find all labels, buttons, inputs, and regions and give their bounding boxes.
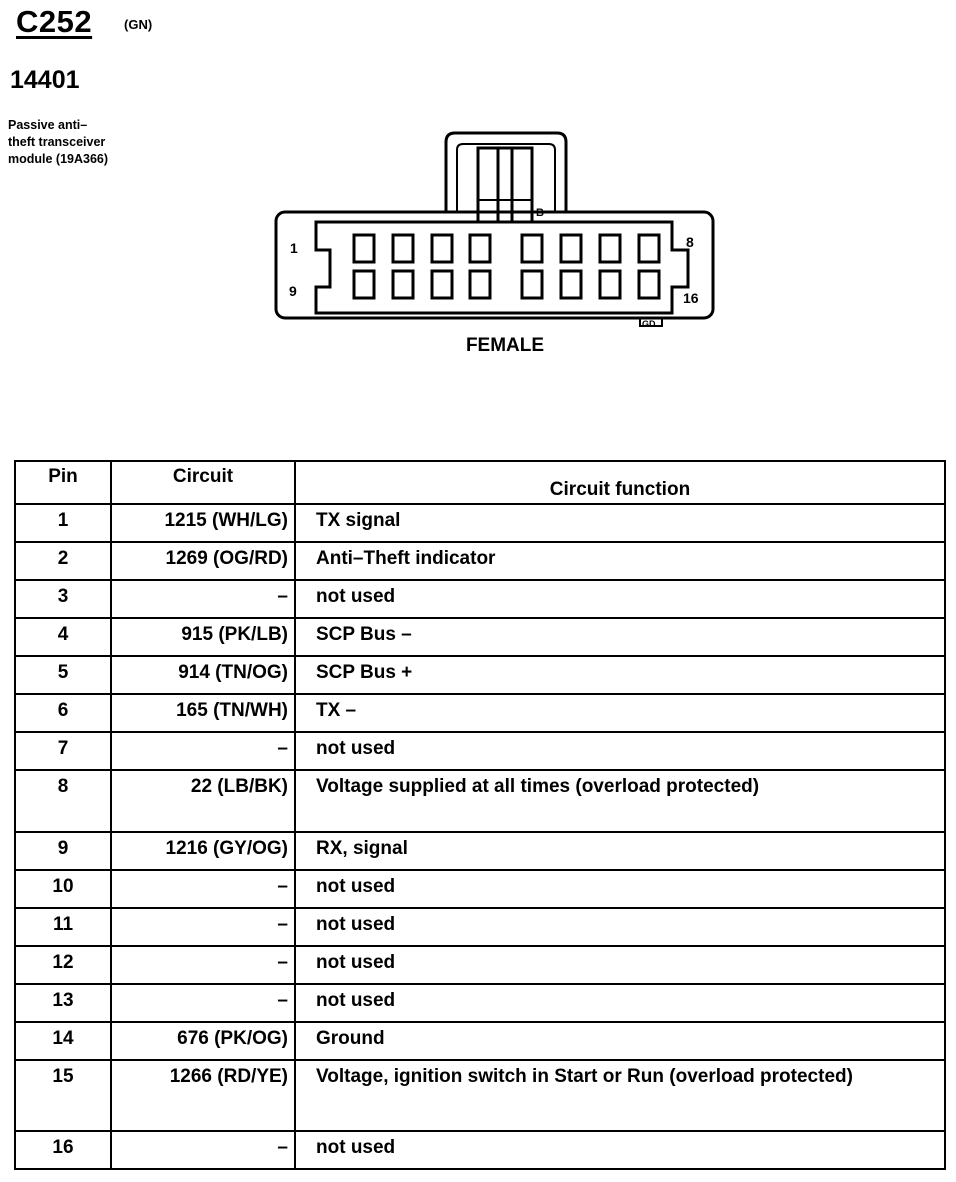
- table-row: [15, 732, 945, 770]
- header-function: Circuit function: [295, 461, 945, 504]
- pin-cell: 16: [15, 1131, 111, 1169]
- circuit-cell: 22 (LB/BK): [111, 770, 295, 832]
- pin-cell: 10: [15, 870, 111, 908]
- tag-b: B: [536, 207, 544, 219]
- pin-cell: 1: [15, 504, 111, 542]
- pin-cavity-1: [354, 235, 374, 262]
- pin-cavity-4: [470, 235, 490, 262]
- function-cell: TX –: [295, 694, 945, 732]
- function-cell: not used: [295, 1131, 945, 1169]
- function-cell: SCP Bus –: [295, 618, 945, 656]
- pin-cell: 14: [15, 1022, 111, 1060]
- table-row: [15, 618, 945, 656]
- table-row: [15, 1060, 945, 1131]
- circuit-cell: –: [111, 732, 295, 770]
- pin-label-8: 8: [686, 234, 694, 250]
- table-row: [15, 542, 945, 580]
- circuit-cell: –: [111, 870, 295, 908]
- latch-inner: [457, 144, 555, 212]
- circuit-cell: 1215 (WH/LG): [111, 504, 295, 542]
- pin-cavity-14: [561, 271, 581, 298]
- table-row: [15, 984, 945, 1022]
- pin-cavity-2: [393, 235, 413, 262]
- circuit-cell: –: [111, 984, 295, 1022]
- table-header-row: [15, 461, 945, 504]
- circuit-cell: –: [111, 946, 295, 984]
- function-cell: RX, signal: [295, 832, 945, 870]
- circuit-cell: 1216 (GY/OG): [111, 832, 295, 870]
- table-row: [15, 504, 945, 542]
- pin-cavity-3: [432, 235, 452, 262]
- pin-label-16: 16: [683, 290, 699, 306]
- circuit-cell: –: [111, 908, 295, 946]
- connector-face-diagram: [0, 0, 956, 360]
- pin-label-1: 1: [290, 240, 298, 256]
- pin-cell: 3: [15, 580, 111, 618]
- pin-cavity-9: [354, 271, 374, 298]
- circuit-cell: –: [111, 1131, 295, 1169]
- table-row: [15, 770, 945, 832]
- pin-cavity-13: [522, 271, 542, 298]
- function-cell: not used: [295, 732, 945, 770]
- pin-cell: 7: [15, 732, 111, 770]
- table-row: [15, 1022, 945, 1060]
- function-cell: Voltage supplied at all times (overload protected): [295, 770, 945, 832]
- table-row: [15, 656, 945, 694]
- module-line-2: theft transceiver: [8, 135, 106, 149]
- connector-color: (GN): [124, 17, 153, 32]
- pin-cell: 9: [15, 832, 111, 870]
- pin-cavity-12: [470, 271, 490, 298]
- table-row: [15, 580, 945, 618]
- connector-shell: [276, 212, 713, 318]
- tag-gd: GD: [642, 319, 656, 329]
- pin-cell: 15: [15, 1060, 111, 1131]
- pin-cell: 2: [15, 542, 111, 580]
- table-row: [15, 694, 945, 732]
- table-row: [15, 946, 945, 984]
- pin-cavity-5: [522, 235, 542, 262]
- table-row: [15, 908, 945, 946]
- function-cell: not used: [295, 580, 945, 618]
- function-cell: not used: [295, 984, 945, 1022]
- pin-cells: [354, 235, 659, 298]
- pin-cell: 4: [15, 618, 111, 656]
- pin-cavity-16: [639, 271, 659, 298]
- function-cell: SCP Bus +: [295, 656, 945, 694]
- pin-cell: 11: [15, 908, 111, 946]
- pin-table: [14, 460, 946, 1170]
- pin-cell: 8: [15, 770, 111, 832]
- function-cell: TX signal: [295, 504, 945, 542]
- circuit-cell: 1269 (OG/RD): [111, 542, 295, 580]
- part-number: 14401: [10, 66, 80, 94]
- header-pin: Pin: [15, 461, 111, 504]
- circuit-cell: 915 (PK/LB): [111, 618, 295, 656]
- pin-cavity-7: [600, 235, 620, 262]
- function-cell: not used: [295, 870, 945, 908]
- view-label: FEMALE: [465, 335, 545, 356]
- pin-cavity-15: [600, 271, 620, 298]
- pin-cavity-11: [432, 271, 452, 298]
- connector-id: C252: [16, 4, 93, 39]
- function-cell: Voltage, ignition switch in Start or Run (overload protected): [295, 1060, 945, 1131]
- function-cell: Anti–Theft indicator: [295, 542, 945, 580]
- pin-cavity-10: [393, 271, 413, 298]
- pin-cell: 6: [15, 694, 111, 732]
- pin-cell: 13: [15, 984, 111, 1022]
- function-cell: Ground: [295, 1022, 945, 1060]
- function-cell: not used: [295, 946, 945, 984]
- circuit-cell: 914 (TN/OG): [111, 656, 295, 694]
- table-row: [15, 1131, 945, 1169]
- pin-cell: 12: [15, 946, 111, 984]
- module-line-3: module (19A366): [8, 152, 109, 166]
- pin-label-9: 9: [289, 283, 297, 299]
- circuit-cell: –: [111, 580, 295, 618]
- circuit-cell: 676 (PK/OG): [111, 1022, 295, 1060]
- function-cell: not used: [295, 908, 945, 946]
- module-line-1: Passive anti–: [8, 118, 88, 132]
- circuit-cell: 165 (TN/WH): [111, 694, 295, 732]
- pin-cavity-6: [561, 235, 581, 262]
- pin-cavity-8: [639, 235, 659, 262]
- table-row: [15, 832, 945, 870]
- table-row: [15, 870, 945, 908]
- pin-cell: 5: [15, 656, 111, 694]
- header-circuit: Circuit: [111, 461, 295, 504]
- circuit-cell: 1266 (RD/YE): [111, 1060, 295, 1131]
